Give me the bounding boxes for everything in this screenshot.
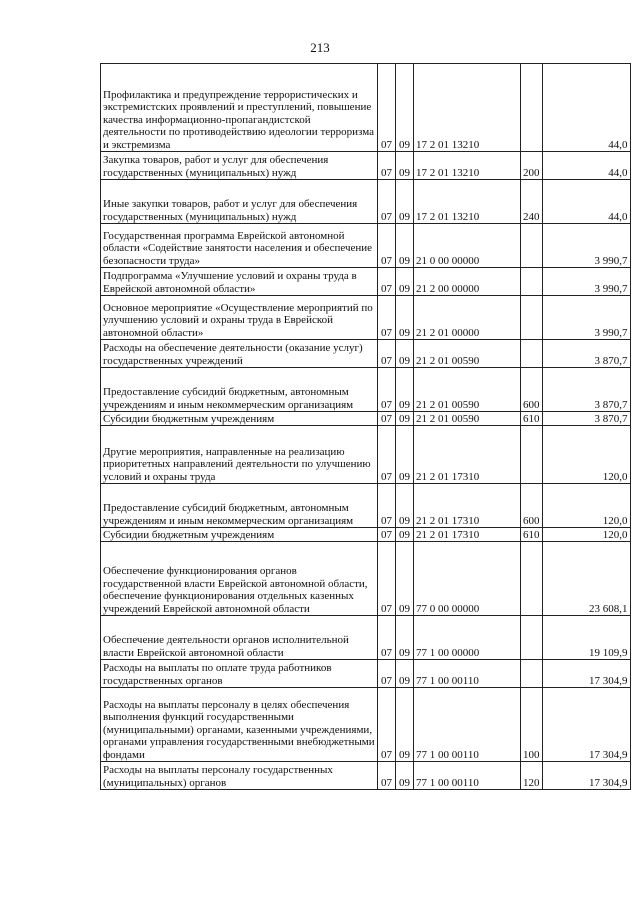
table-row <box>101 340 631 368</box>
budget-table-body <box>101 64 631 790</box>
row-section: 07 <box>378 64 396 152</box>
row-section: 07 <box>378 426 396 484</box>
row-subsection: 09 <box>396 484 414 528</box>
table-row <box>101 542 631 616</box>
table-row <box>101 224 631 268</box>
row-section: 07 <box>378 616 396 660</box>
row-subsection: 09 <box>396 616 414 660</box>
row-expense-type: 610 <box>521 412 543 426</box>
row-name: Государственная программа Еврейской автономной области «Содействие занятости населения и обеспечение безопасности труда» <box>101 224 378 268</box>
row-amount: 19 109,9 <box>542 616 630 660</box>
row-subsection: 09 <box>396 268 414 296</box>
table-row <box>101 484 631 528</box>
row-name: Иные закупки товаров, работ и услуг для обеспечения государственных (муниципальных) нужд <box>101 180 378 224</box>
row-amount: 17 304,9 <box>542 660 630 688</box>
table-row <box>101 762 631 790</box>
row-target-article: 17 2 01 13210 <box>414 64 521 152</box>
table-row <box>101 660 631 688</box>
row-amount: 3 990,7 <box>542 224 630 268</box>
row-name: Подпрограмма «Улучшение условий и охраны труда в Еврейской автономной области» <box>101 268 378 296</box>
row-subsection: 09 <box>396 296 414 340</box>
row-section: 07 <box>378 484 396 528</box>
row-subsection: 09 <box>396 412 414 426</box>
row-subsection: 09 <box>396 64 414 152</box>
table-row <box>101 268 631 296</box>
table-row <box>101 296 631 340</box>
budget-table <box>100 63 631 790</box>
row-target-article: 21 2 01 17310 <box>414 528 521 542</box>
row-target-article: 21 2 01 17310 <box>414 484 521 528</box>
row-amount: 44,0 <box>542 152 630 180</box>
row-section: 07 <box>378 412 396 426</box>
row-name: Субсидии бюджетным учреждениям <box>101 528 378 542</box>
row-name: Расходы на выплаты по оплате труда работников государственных органов <box>101 660 378 688</box>
row-amount: 17 304,9 <box>542 688 630 762</box>
row-name: Профилактика и предупреждение террористических и экстремистских проявлений и преступлений, повышение качества информационно-пропагандистской деятельности по противодействию идеологии терроризма и экстремизма <box>101 64 378 152</box>
row-name: Закупка товаров, работ и услуг для обеспечения государственных (муниципальных) нужд <box>101 152 378 180</box>
row-amount: 120,0 <box>542 528 630 542</box>
row-subsection: 09 <box>396 180 414 224</box>
table-row <box>101 426 631 484</box>
row-amount: 44,0 <box>542 180 630 224</box>
row-target-article: 77 1 00 00110 <box>414 762 521 790</box>
row-name: Предоставление субсидий бюджетным, автономным учреждениям и иным некоммерческим организациям <box>101 368 378 412</box>
row-target-article: 21 0 00 00000 <box>414 224 521 268</box>
row-amount: 3 990,7 <box>542 296 630 340</box>
row-subsection: 09 <box>396 340 414 368</box>
row-expense-type <box>521 224 543 268</box>
row-section: 07 <box>378 340 396 368</box>
row-expense-type <box>521 64 543 152</box>
row-expense-type: 240 <box>521 180 543 224</box>
row-expense-type <box>521 268 543 296</box>
row-section: 07 <box>378 762 396 790</box>
table-row <box>101 368 631 412</box>
page-number: 213 <box>310 40 330 55</box>
table-row <box>101 688 631 762</box>
row-target-article: 77 1 00 00000 <box>414 616 521 660</box>
table-row <box>101 616 631 660</box>
row-section: 07 <box>378 180 396 224</box>
row-expense-type <box>521 426 543 484</box>
table-row <box>101 152 631 180</box>
row-section: 07 <box>378 528 396 542</box>
row-section: 07 <box>378 268 396 296</box>
row-section: 07 <box>378 542 396 616</box>
row-target-article: 17 2 01 13210 <box>414 180 521 224</box>
row-amount: 3 870,7 <box>542 340 630 368</box>
table-row <box>101 64 631 152</box>
row-subsection: 09 <box>396 660 414 688</box>
row-target-article: 21 2 01 00590 <box>414 340 521 368</box>
row-name: Расходы на выплаты персоналу государственных (муниципальных) органов <box>101 762 378 790</box>
row-target-article: 21 2 01 00590 <box>414 412 521 426</box>
row-name: Другие мероприятия, направленные на реализацию приоритетных направлений деятельности по улучшению условий и охраны труда <box>101 426 378 484</box>
row-target-article: 77 1 00 00110 <box>414 688 521 762</box>
row-subsection: 09 <box>396 426 414 484</box>
row-expense-type <box>521 660 543 688</box>
row-section: 07 <box>378 152 396 180</box>
row-expense-type: 610 <box>521 528 543 542</box>
row-target-article: 77 1 00 00110 <box>414 660 521 688</box>
row-target-article: 77 0 00 00000 <box>414 542 521 616</box>
row-target-article: 21 2 01 00000 <box>414 296 521 340</box>
row-amount: 3 870,7 <box>542 412 630 426</box>
row-amount: 3 870,7 <box>542 368 630 412</box>
row-section: 07 <box>378 224 396 268</box>
row-expense-type <box>521 296 543 340</box>
row-subsection: 09 <box>396 688 414 762</box>
row-subsection: 09 <box>396 368 414 412</box>
row-subsection: 09 <box>396 762 414 790</box>
row-section: 07 <box>378 296 396 340</box>
row-subsection: 09 <box>396 528 414 542</box>
row-subsection: 09 <box>396 224 414 268</box>
table-row <box>101 180 631 224</box>
row-amount: 17 304,9 <box>542 762 630 790</box>
row-section: 07 <box>378 660 396 688</box>
row-section: 07 <box>378 688 396 762</box>
row-expense-type: 600 <box>521 368 543 412</box>
row-target-article: 17 2 01 13210 <box>414 152 521 180</box>
row-name: Обеспечение функционирования органов государственной власти Еврейской автономной области, обеспечение функционирования отдельных казенных учреждений Еврейской автономной области <box>101 542 378 616</box>
row-amount: 44,0 <box>542 64 630 152</box>
row-expense-type <box>521 340 543 368</box>
row-target-article: 21 2 01 00590 <box>414 368 521 412</box>
row-amount: 3 990,7 <box>542 268 630 296</box>
row-name: Основное мероприятие «Осуществление мероприятий по улучшению условий и охраны труда в Еврейской автономной области» <box>101 296 378 340</box>
row-subsection: 09 <box>396 542 414 616</box>
row-expense-type: 100 <box>521 688 543 762</box>
row-target-article: 21 2 00 00000 <box>414 268 521 296</box>
row-section: 07 <box>378 368 396 412</box>
table-row <box>101 528 631 542</box>
row-amount: 120,0 <box>542 484 630 528</box>
row-expense-type: 600 <box>521 484 543 528</box>
row-name: Предоставление субсидий бюджетным, автономным учреждениям и иным некоммерческим организациям <box>101 484 378 528</box>
row-expense-type <box>521 542 543 616</box>
row-name: Расходы на выплаты персоналу в целях обеспечения выполнения функций государственными (муниципальными) органами, казенными учреждениями, органами управления государственными внебюджетными фондами <box>101 688 378 762</box>
row-expense-type: 120 <box>521 762 543 790</box>
row-name: Обеспечение деятельности органов исполнительной власти Еврейской автономной области <box>101 616 378 660</box>
row-subsection: 09 <box>396 152 414 180</box>
row-expense-type: 200 <box>521 152 543 180</box>
row-name: Расходы на обеспечение деятельности (оказание услуг) государственных учреждений <box>101 340 378 368</box>
table-row <box>101 412 631 426</box>
row-amount: 120,0 <box>542 426 630 484</box>
row-target-article: 21 2 01 17310 <box>414 426 521 484</box>
row-amount: 23 608,1 <box>542 542 630 616</box>
row-expense-type <box>521 616 543 660</box>
row-name: Субсидии бюджетным учреждениям <box>101 412 378 426</box>
